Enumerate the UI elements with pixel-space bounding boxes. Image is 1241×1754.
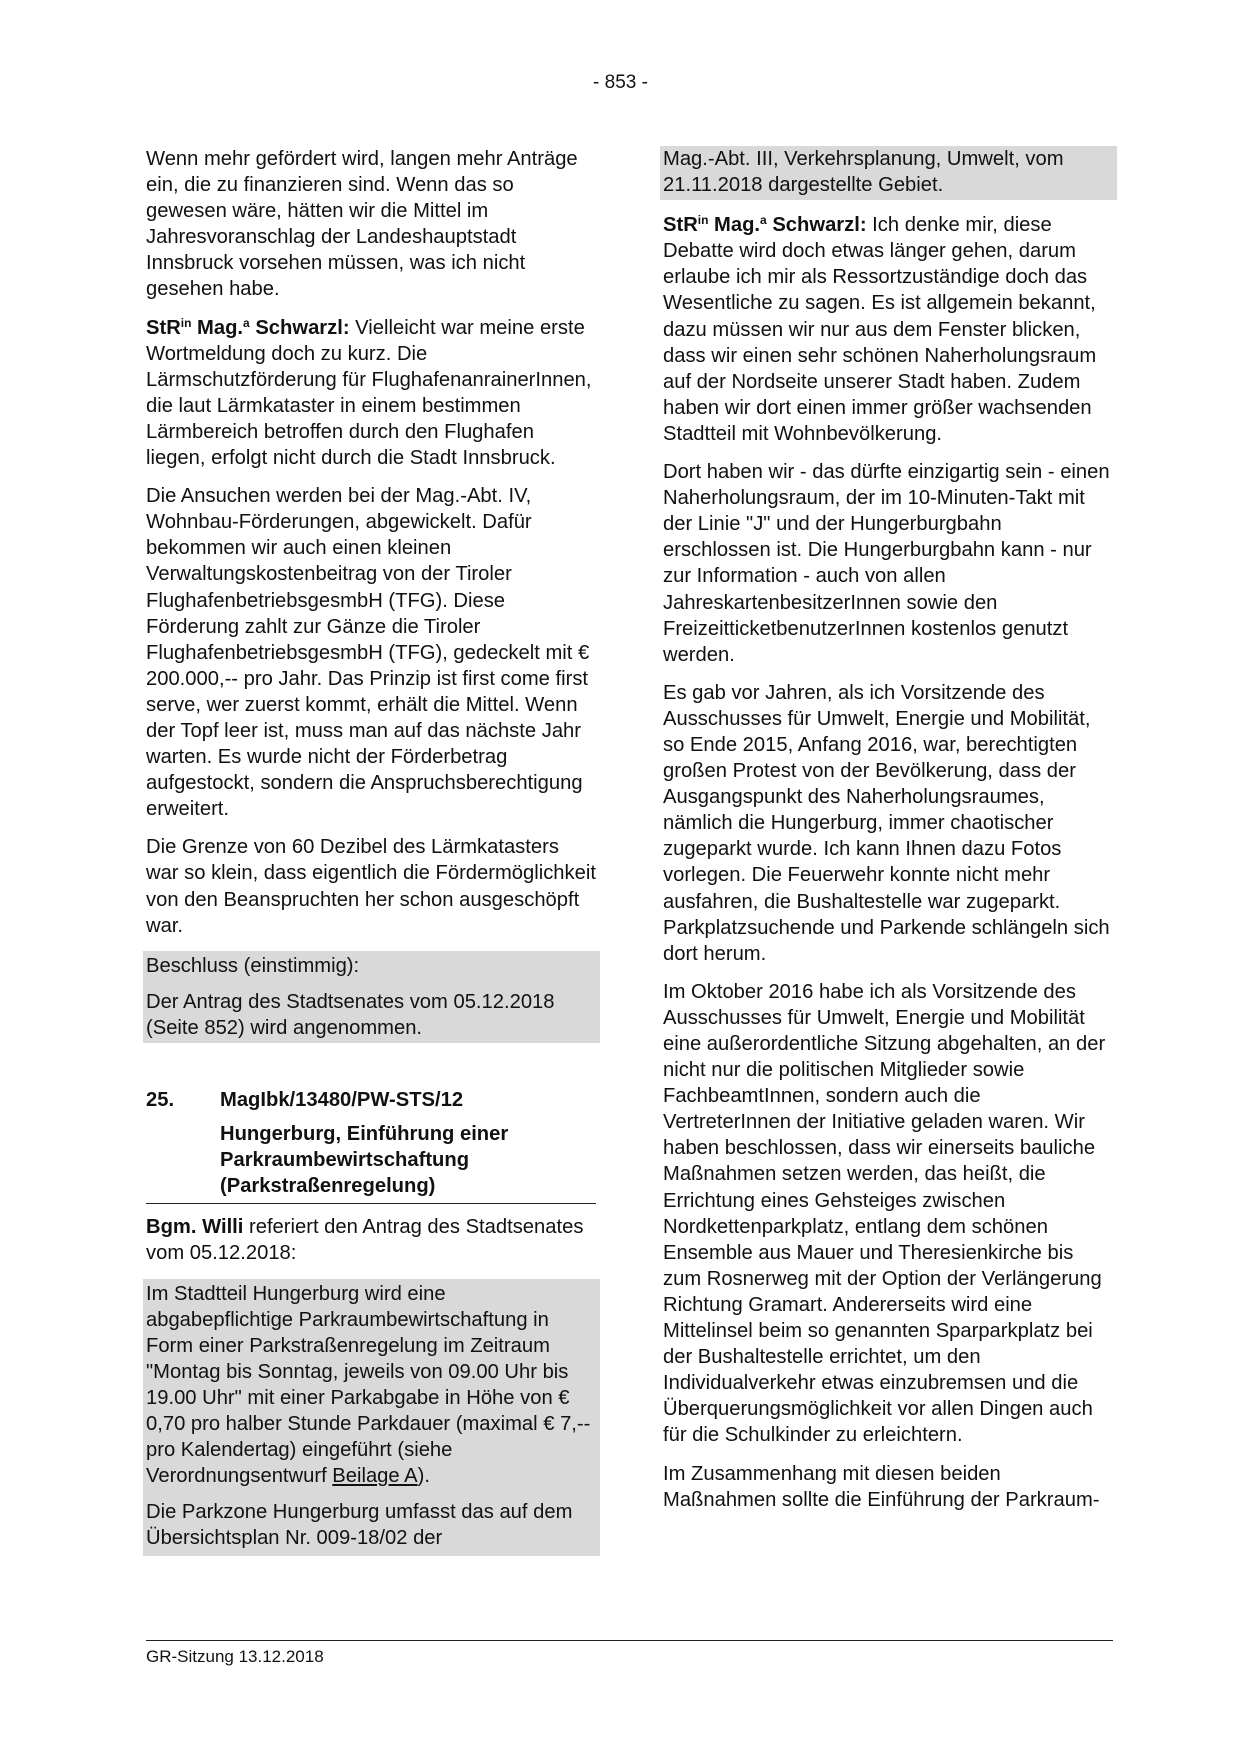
speaker-degree: Mag.	[708, 214, 761, 237]
speaker-name	[663, 214, 867, 236]
speaker-title-suffix: in	[180, 315, 192, 330]
paragraph: Im Oktober 2016 habe ich als Vorsitzende des Ausschusses für Umwelt, Energie und Mobilität eine außerordentliche Sitzung abgehalten, an der nicht nur die politischen Mitglieder sowie FachbeamtInnen, sondern auch die VertreterInnen der Initiative geladen waren. Wir haben beschlossen, dass wir einerseits bauliche Maßnahmen setzen werden, das heißt, die Errichtung eines Gehsteiges zwischen Nordkettenparkplatz, entlang dem schönen Ensemble aus Mauer und Theresienkirche bis zum Rosnerweg mit der Option der Verlängerung Richtung Gramart. Andererseits wird eine Mittelinsel beim so genannten Sparparkplatz bei der Bushaltestelle errichtet, um den Individualverkehr etwas einzubremsen und die Überquerungsmöglichkeit vor allen Dingen auch für die Schulkinder zu erleichtern.	[663, 980, 1106, 1447]
paragraph: Wenn mehr gefördert wird, langen mehr Anträge ein, die zu finanzieren sind. Wenn das so gewesen wäre, hätten wir die Mittel im Jahresvoranschlag der Landeshauptstadt Innsbruck vorsehen müssen, was ich nicht gesehen habe.	[146, 148, 578, 301]
paragraph: Im Zusammenhang mit diesen beiden Maßnahmen sollte die Einführung der Parkraum-	[663, 1462, 1100, 1511]
speech-text: Vielleicht war meine erste Wortmeldung doch zu kurz. Die Lärmschutzförderung für FlughafenanrainerInnen, die laut Lärmkataster in einem bestimmen Lärmbereich betroffen durch den Flughafen liegen, erfolgt nicht durch die Stadt Innsbruck.	[146, 316, 592, 470]
motion-box-continued	[660, 146, 1117, 200]
paragraph: Dort haben wir - das dürfte einzigartig sein - einen Naherholungsraum, der im 10-Minuten-Takt mit der Linie "J" und der Hungerburgbahn erschlossen ist. Die Hungerburgbahn kann - nur zur Information - auch von allen JahreskartenbesitzerInnen sowie den FreizeitticketbenutzerInnen kostenlos genutzt werden.	[663, 461, 1110, 666]
page-number: - 853 -	[593, 72, 648, 93]
speech-paragraph	[146, 1214, 596, 1266]
agenda-title: Hungerburg, Einführung einer Parkraumbewirtschaftung (Parkstraßenregelung)	[146, 1121, 596, 1204]
motion-text: Im Stadtteil Hungerburg wird eine abgabepflichtige Parkraumbewirtschaftung in Form einer Parkstraßenregelung im Zeitraum "Montag bis Sonntag, jeweils von 09.00 Uhr bis 19.00 Uhr" mit einer Parkabgabe in Höhe von € 0,70 pro halber Stunde Parkdauer (maximal € 7,-- pro Kalendertag) eingeführt (siehe Verordnungsentwurf Beilage A).	[146, 1282, 591, 1488]
speech-text: referiert den Antrag des Stadtsenates vom 05.12.2018:	[146, 1216, 584, 1265]
right-column	[663, 146, 1113, 1525]
footer-session-date: GR-Sitzung 13.12.2018	[146, 1647, 324, 1666]
paragraph: Die Ansuchen werden bei der Mag.-Abt. IV, Wohnbau-Förderungen, abgewickelt. Dafür bekommen wir auch einen kleinen Verwaltungskostenbeitrag von der Tiroler FlughafenbetriebsgesmbH (TFG). Diese Förderung zahlt zur Gänze die Tiroler FlughafenbetriebsgesmbH (TFG), gedeckelt mit € 200.000,-- pro Jahr. Das Prinzip ist first come first serve, wer zuerst kommt, erhält die Mittel. Wenn der Topf leer ist, muss man auf das nächste Jahr warten. Es wurde nicht der Förderbetrag aufgestockt, sondern die Anspruchsberechtigung erweitert.	[146, 485, 590, 821]
footer-divider	[146, 1640, 1113, 1641]
speaker-title: StR	[146, 316, 181, 339]
motion-text: Die Parkzone Hungerburg umfasst das auf dem Übersichtsplan Nr. 009-18/02 der	[146, 1501, 573, 1550]
speaker-title: StR	[663, 214, 698, 237]
speaker-title-suffix: in	[697, 213, 709, 228]
agenda-reference: MagIbk/13480/PW-STS/12	[220, 1089, 464, 1111]
decision-box	[143, 951, 600, 1043]
decision-text: Der Antrag des Stadtsenates vom 05.12.2018 (Seite 852) wird angenommen.	[146, 990, 555, 1039]
speaker-degree-suffix: a	[243, 315, 250, 330]
speaker-degree: Mag.	[191, 316, 244, 339]
speaker-name: Bgm. Willi	[146, 1216, 244, 1239]
speaker-surname: Schwarzl:	[249, 316, 350, 339]
decision-title: Beschluss (einstimmig):	[146, 954, 360, 977]
left-column	[146, 146, 596, 1556]
speech-paragraph	[663, 212, 1113, 447]
motion-text: Mag.-Abt. III, Verkehrsplanung, Umwelt, vom 21.11.2018 dargestellte Gebiet.	[663, 148, 1064, 197]
speaker-degree-suffix: a	[760, 213, 767, 228]
attachment-link[interactable]: Beilage A	[332, 1465, 418, 1488]
speaker-surname: Schwarzl:	[766, 214, 867, 237]
speech-text: Ich denke mir, diese Debatte wird doch etwas länger gehen, darum erlaube ich mir als Ressortzuständige doch das Wesentliche zu sagen. Es ist allgemein bekannt, dazu müssen wir nur aus dem Fenster blicken, dass wir einen sehr schönen Naherholungsraum auf der Nordseite unserer Stadt haben. Zudem haben wir dort einen immer größer wachsenden Stadtteil mit Wohnbevölkerung.	[663, 214, 1097, 445]
paragraph: Es gab vor Jahren, als ich Vorsitzende des Ausschusses für Umwelt, Energie und Mobilität, so Ende 2015, Anfang 2016, war, berechtigten großen Protest von der Bevölkerung, dass der Ausgangspunkt des Naherholungsraumes, nämlich die Hungerburg, immer chaotischer zugeparkt wurde. Ich kann Ihnen dazu Fotos vorlegen. Die Feuerwehr konnte nicht mehr ausfahren, die Bushaltestelle war zugeparkt. Parkplatzsuchende und Parkende schlängeln sich dort herum.	[663, 681, 1110, 965]
agenda-number: 25.	[146, 1089, 175, 1111]
agenda-item	[146, 1087, 596, 1204]
speech-paragraph	[146, 315, 596, 472]
speaker-name	[146, 317, 350, 339]
motion-box	[143, 1279, 600, 1556]
paragraph: Die Grenze von 60 Dezibel des Lärmkatasters war so klein, dass eigentlich die Fördermöglichkeit von den Beanspruchten her schon ausgeschöpft war.	[146, 836, 596, 937]
